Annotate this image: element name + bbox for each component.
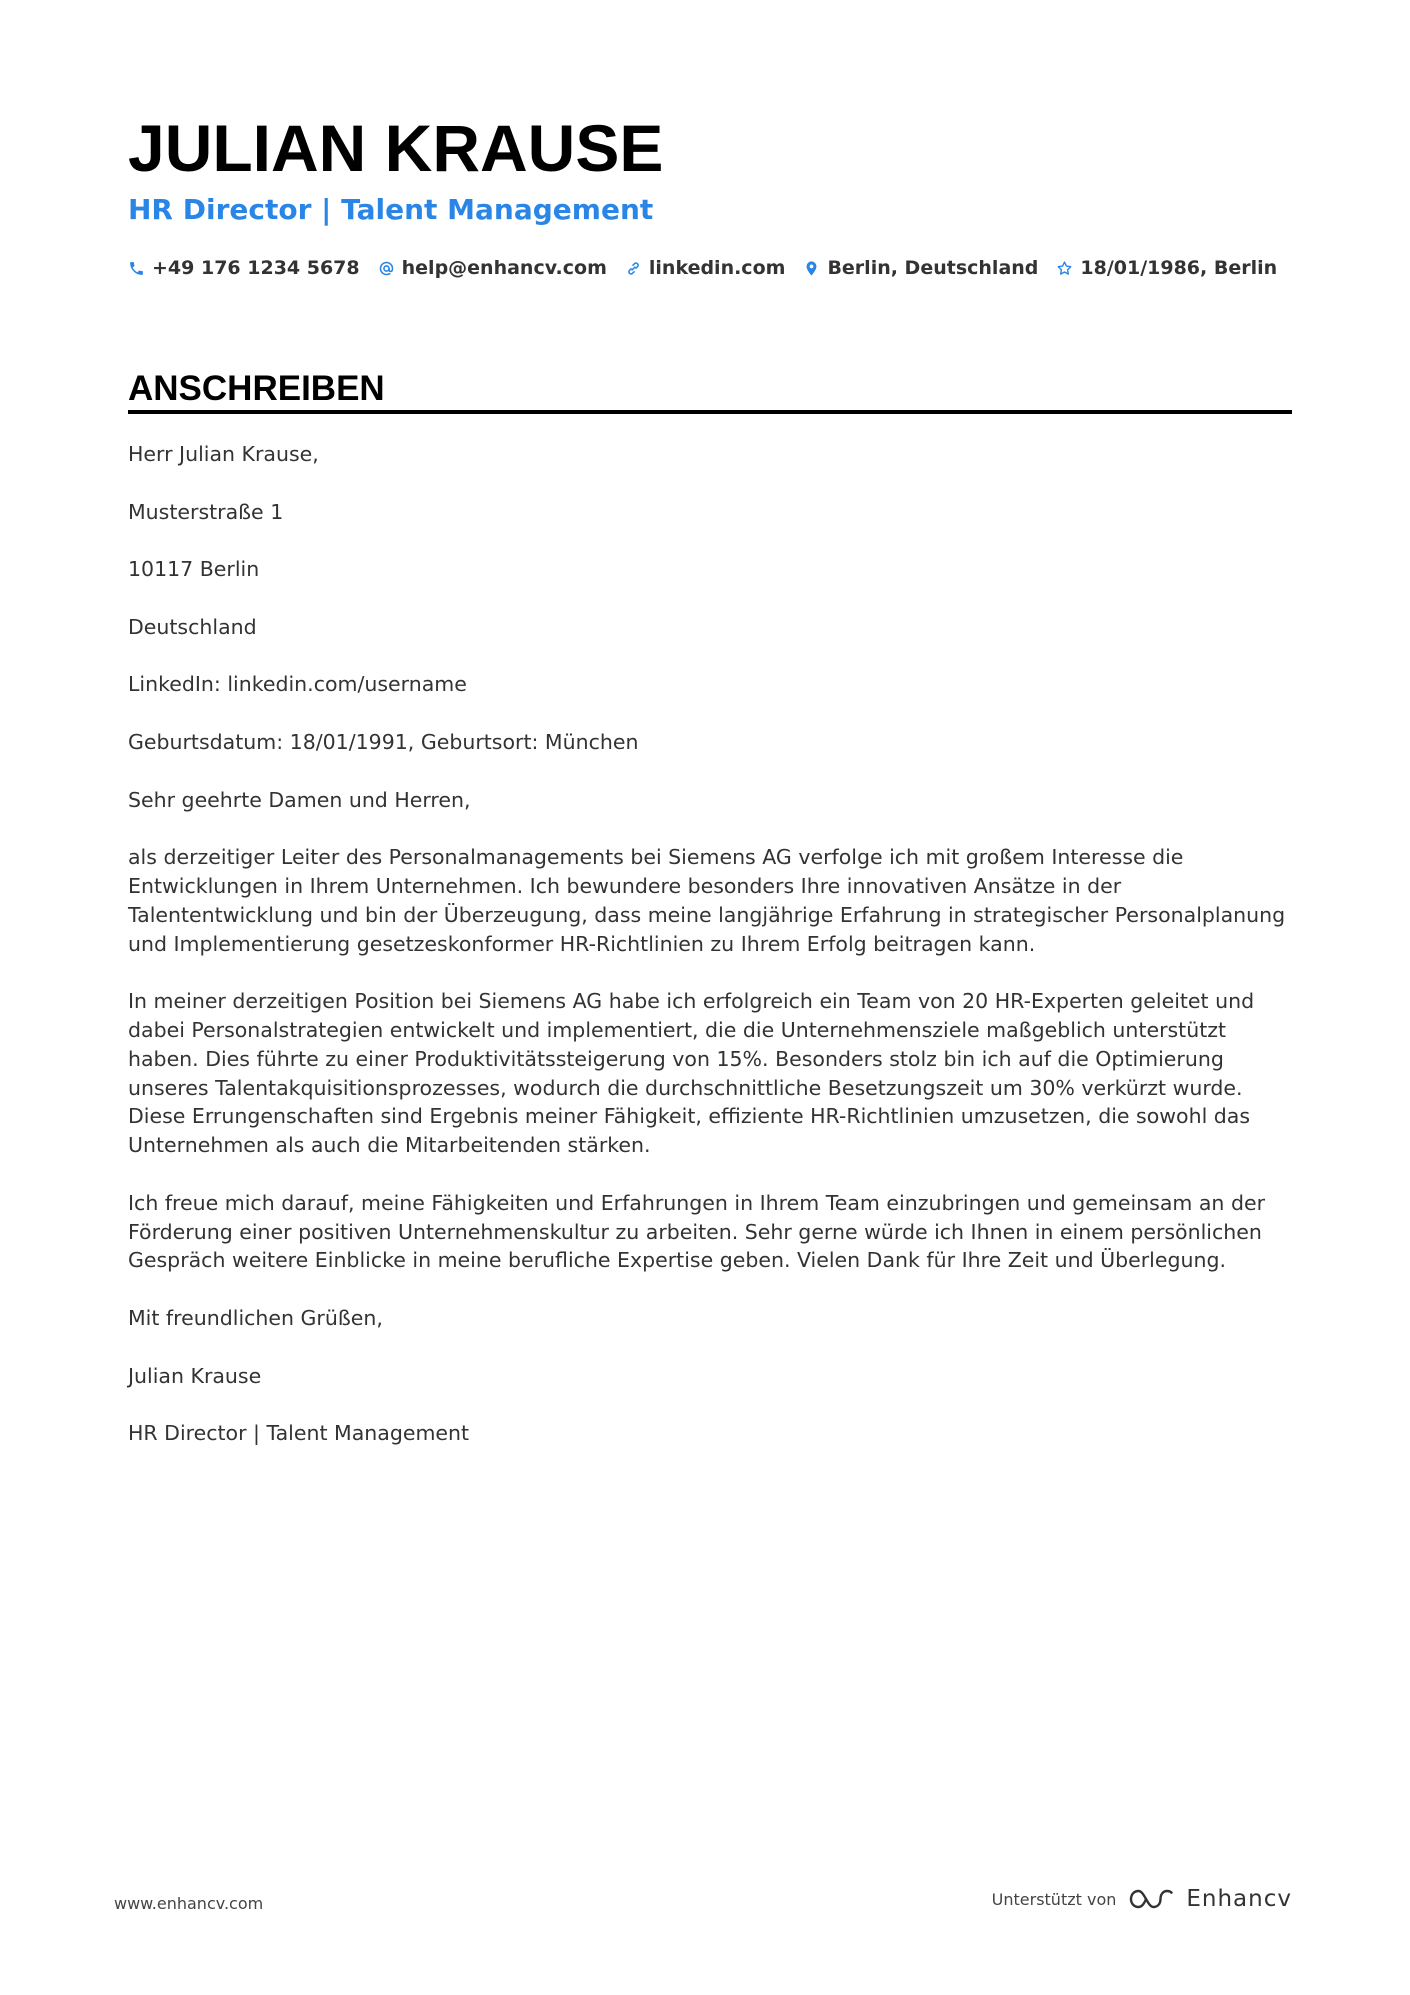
footer-website[interactable]: www.enhancv.com (114, 1894, 264, 1913)
recipient-street: Musterstraße 1 (128, 499, 284, 524)
paragraph-intro: als derzeitiger Leiter des Personalmanagements bei Siemens AG verfolge ich mit großem Interesse die Entwicklungen in Ihrem Unternehmen. Ich bewundere besonders Ihre innovativen Ansätze in der Talententwicklung und bin der Überzeugung, dass meine langjährige Erfahrung in strategischer Personalplanung und Implementierung gesetzeskonformer HR-Richtlinien zu Ihrem Erfolg beitragen kann. (128, 845, 1286, 956)
recipient-country: Deutschland (128, 614, 257, 639)
at-icon (378, 260, 395, 277)
contact-linkedin[interactable] (625, 257, 786, 279)
recipient-birth: Geburtsdatum: 18/01/1991, Geburtsort: München (128, 729, 639, 754)
contact-linkedin-text: linkedin.com (648, 257, 786, 279)
link-icon (625, 260, 642, 277)
location-pin-icon (803, 260, 820, 277)
phone-icon (128, 260, 145, 277)
enhancv-logo-icon (1128, 1886, 1174, 1912)
contact-email-text: help@enhancv.com (401, 257, 607, 279)
salutation: Sehr geehrte Damen und Herren, (128, 787, 471, 812)
section-divider (128, 410, 1292, 414)
contact-phone-text: +49 176 1234 5678 (152, 257, 360, 279)
contact-location-text: Berlin, Deutschland (827, 257, 1039, 279)
recipient-linkedin: LinkedIn: linkedin.com/username (128, 672, 467, 697)
powered-by-text: Unterstützt von (991, 1889, 1117, 1909)
section-title: ANSCHREIBEN (128, 369, 385, 408)
signature-name: Julian Krause (128, 1363, 262, 1388)
footer-branding[interactable] (992, 1886, 1292, 1912)
contact-birth (1056, 257, 1277, 279)
brand-name: Enhancv (1186, 1886, 1292, 1912)
candidate-title: HR Director | Talent Management (128, 193, 654, 226)
paragraph-experience: In meiner derzeitigen Position bei Siemens AG habe ich erfolgreich ein Team von 20 HR-Experten geleitet und dabei Personalstrategien entwickelt und implementiert, die die Unternehmensziele maßgeblich unterstützt haben. Dies führte zu einer Produktivitätssteigerung von 15%. Besonders stolz bin ich auf die Optimierung unseres Talentakquisitionsprozesses, wodurch die durchschnittliche Besetzungszeit um 30% verkürzt wurde. Diese Errungenschaften sind Ergebnis meiner Fähigkeit, effiziente HR-Richtlinien umzusetzen, die sowohl das Unternehmen als auch die Mitarbeitenden stärken. (128, 989, 1255, 1158)
contact-location (803, 257, 1038, 279)
contact-bar (128, 254, 1277, 282)
contact-birth-text: 18/01/1986, Berlin (1080, 257, 1278, 279)
candidate-name: JULIAN KRAUSE (128, 111, 664, 185)
letter-body (128, 440, 1292, 1477)
recipient-city: 10117 Berlin (128, 557, 260, 582)
paragraph-closing: Ich freue mich darauf, meine Fähigkeiten und Erfahrungen in Ihrem Team einzubringen und gemeinsam an der Förderung einer positiven Unternehmenskultur zu arbeiten. Sehr gerne würde ich Ihnen in einem persönlichen Gespräch weitere Einblicke in meine berufliche Expertise geben. Vielen Dank für Ihre Zeit und Überlegung. (128, 1190, 1265, 1273)
contact-phone[interactable] (128, 257, 360, 279)
recipient-name: Herr Julian Krause, (128, 442, 319, 466)
signature-title: HR Director | Talent Management (128, 1421, 470, 1446)
closing-phrase: Mit freundlichen Grüßen, (128, 1305, 383, 1330)
star-icon (1056, 260, 1073, 277)
contact-email[interactable] (378, 257, 607, 279)
